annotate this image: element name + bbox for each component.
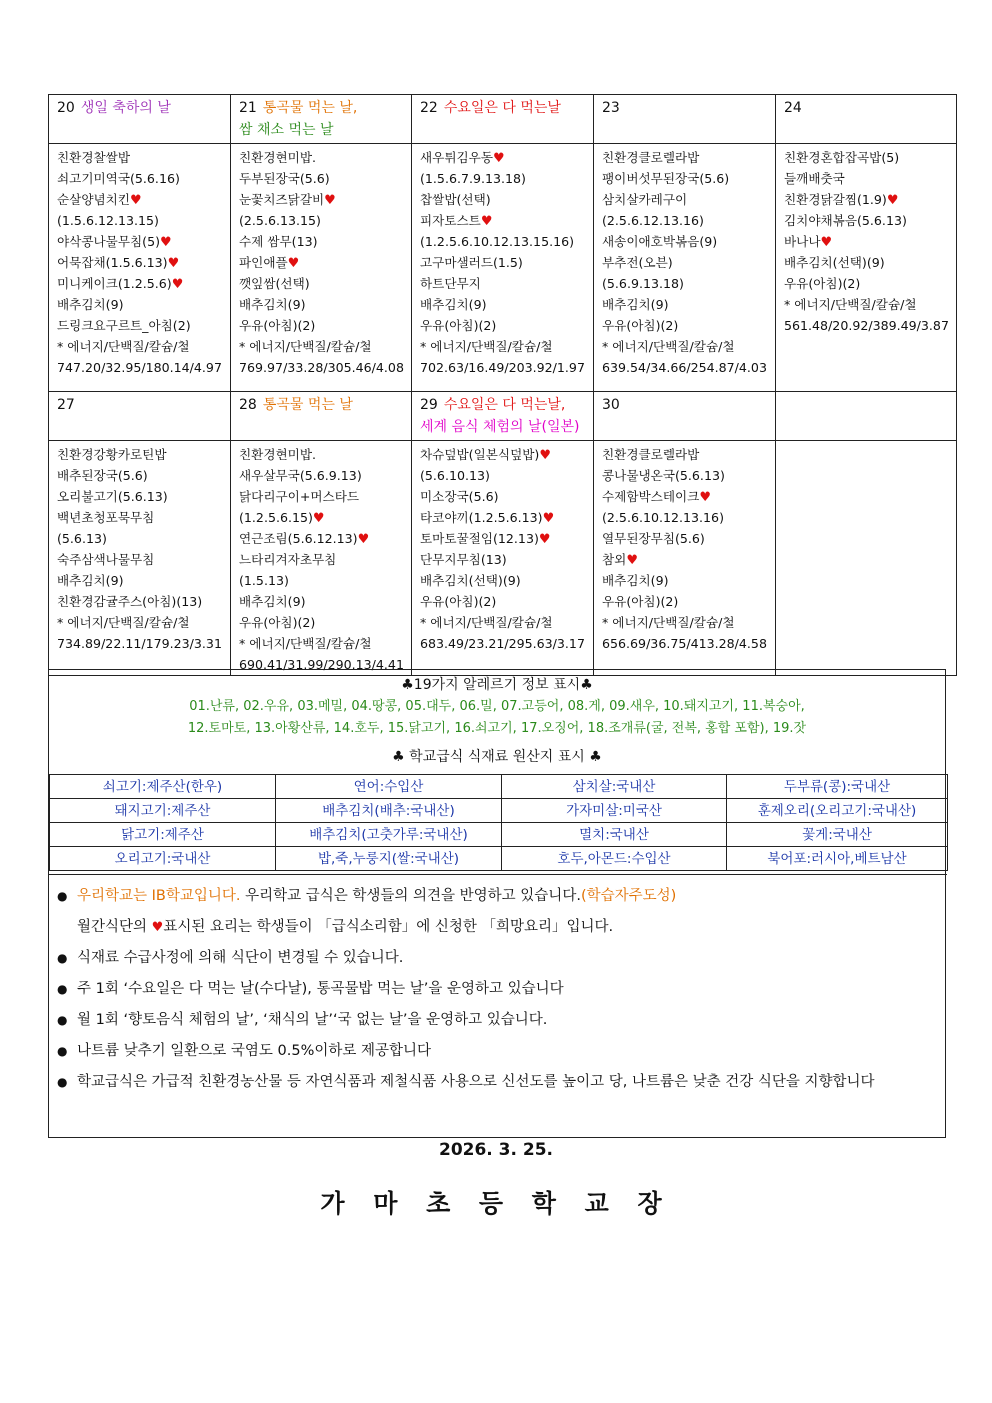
menu-item: 고구마샐러드(1.5) bbox=[420, 255, 523, 270]
origin-cell: 가자미살:미국산 bbox=[502, 799, 727, 823]
menu-item: 타코야끼(1.2.5.6.13)♥ bbox=[420, 510, 555, 526]
origin-cell: 밥,죽,누룽지(쌀:국내산) bbox=[276, 847, 502, 871]
menu-item: 미소장국(5.6) bbox=[420, 489, 499, 504]
menu-item: 닭다리구이+머스타드 bbox=[239, 489, 360, 504]
menu-item: 두부된장국(5.6) bbox=[239, 171, 330, 186]
menu-item: 배추김치(9) bbox=[239, 594, 306, 609]
notice-text: 우리학교 급식은 학생들의 의견을 반영하고 있습니다. bbox=[240, 888, 581, 904]
day-event: 수요일은 다 먹는날, bbox=[443, 397, 566, 413]
heart-icon: ♥ bbox=[151, 920, 164, 935]
menu-item: 바나나♥ bbox=[784, 234, 833, 250]
day-header bbox=[49, 392, 231, 441]
menu-item: 새우살무국(5.6.9.13) bbox=[239, 468, 362, 483]
menu-item: 친환경클로렐라밥 bbox=[602, 150, 700, 165]
menu-item: 열무된장무침(5.6) bbox=[602, 531, 705, 546]
menu-item: 하트단무지 bbox=[420, 276, 481, 291]
day-number: 24 bbox=[784, 100, 802, 116]
heart-icon: ♥ bbox=[542, 511, 555, 526]
day-menu bbox=[594, 144, 776, 392]
menu-item: 561.48/20.92/389.49/3.87 bbox=[784, 318, 949, 333]
origin-title: ♣ 학교급식 식재료 원산지 표시 ♣ bbox=[392, 749, 602, 765]
week1-header-row bbox=[49, 95, 957, 144]
notice-text: 식재료 수급사정에 의해 식단이 변경될 수 있습니다. bbox=[77, 950, 404, 966]
day-number: 20 bbox=[57, 100, 75, 116]
notice-item bbox=[49, 1005, 947, 1036]
heart-icon: ♥ bbox=[171, 277, 184, 292]
menu-item: 702.63/16.49/203.92/1.97 bbox=[420, 360, 585, 375]
menu-item: (2.5.6.10.12.13.16) bbox=[602, 510, 724, 525]
notice-item bbox=[49, 1067, 947, 1098]
menu-item: 단무지무침(13) bbox=[420, 552, 507, 567]
origin-cell: 북어포:러시아,베트남산 bbox=[727, 847, 948, 871]
notice-text: 나트륨 낮추기 일환으로 국염도 0.5%이하로 제공합니다 bbox=[77, 1043, 432, 1059]
menu-item: 파인애플♥ bbox=[239, 255, 300, 271]
menu-item: * 에너지/단백질/칼슘/철 bbox=[57, 615, 190, 630]
heart-icon: ♥ bbox=[820, 235, 833, 250]
menu-item: 들깨배춧국 bbox=[784, 171, 845, 186]
menu-item: 747.20/32.95/180.14/4.97 bbox=[57, 360, 222, 375]
day-event: 생일 축하의 날 bbox=[80, 100, 171, 116]
menu-item: 새우튀김우동♥ bbox=[420, 150, 505, 166]
menu-item: (5.6.10.13) bbox=[420, 468, 490, 483]
origin-cell: 배추김치(고춧가루:국내산) bbox=[276, 823, 502, 847]
menu-table bbox=[48, 94, 957, 676]
heart-icon: ♥ bbox=[324, 193, 336, 208]
menu-item: * 에너지/단백질/칼슘/철 bbox=[239, 339, 372, 354]
menu-item: 순살양념치킨♥ bbox=[57, 192, 142, 208]
notice-text: 월 1회 ‘향토음식 체험의 날’, ‘채식의 날’‘국 없는 날’을 운영하고 있습니다. bbox=[77, 1012, 548, 1028]
day-header bbox=[776, 95, 957, 144]
menu-item: (1.2.5.6.10.12.13.15.16) bbox=[420, 234, 575, 249]
week2-body-row bbox=[49, 441, 957, 676]
issue-date: 2026. 3. 25. bbox=[438, 1140, 553, 1160]
week2-header-row bbox=[49, 392, 957, 441]
origin-table bbox=[49, 774, 948, 871]
notice-item bbox=[49, 881, 947, 912]
day-menu bbox=[594, 441, 776, 676]
day-event: 통곡물 먹는 날 bbox=[262, 397, 353, 413]
day-event-line-2: 세계 음식 체험의 날(일본) bbox=[420, 419, 580, 435]
day-event: 수요일은 다 먹는날 bbox=[443, 100, 561, 116]
notice-text: 주 1회 ‘수요일은 다 먹는 날(수다날), 통곡물밥 먹는 날’을 운영하고 있습니다 bbox=[77, 981, 564, 997]
menu-item: 백년초청포묵무침 bbox=[57, 510, 155, 525]
menu-item: 야삭콩나물무침(5)♥ bbox=[57, 234, 172, 250]
bullet-icon: ● bbox=[57, 1075, 68, 1089]
origin-cell: 쇠고기:제주산(한우) bbox=[50, 775, 276, 799]
day-number: 30 bbox=[602, 397, 620, 413]
menu-item: 토마토꿀절임(12.13)♥ bbox=[420, 531, 551, 547]
menu-item: 734.89/22.11/179.23/3.31 bbox=[57, 636, 222, 651]
menu-item: 드링크요구르트_아침(2) bbox=[57, 318, 191, 333]
notice-text: 학교급식은 가급적 친환경농산물 등 자연식품과 제철식품 사용으로 신선도를 높이고 당, 나트륨은 낮춘 건강 식단을 지향합니다 bbox=[77, 1074, 875, 1090]
menu-item: 배추김치(9) bbox=[420, 297, 487, 312]
menu-item: 느타리겨자초무침 bbox=[239, 552, 337, 567]
origin-row bbox=[50, 847, 948, 871]
menu-item: 피자토스트♥ bbox=[420, 213, 493, 229]
menu-item: 배추김치(9) bbox=[239, 297, 306, 312]
day-number: 23 bbox=[602, 100, 620, 116]
bullet-icon: ● bbox=[57, 1013, 68, 1027]
ib-school-text: 우리학교는 IB학교입니다. bbox=[77, 888, 241, 904]
menu-item: 우유(아침)(2) bbox=[239, 615, 316, 630]
menu-item: 배추김치(9) bbox=[57, 573, 124, 588]
menu-item: 친환경혼합잡곡밥(5) bbox=[784, 150, 900, 165]
menu-item: 찹쌀밥(선택) bbox=[420, 192, 491, 207]
heart-icon: ♥ bbox=[312, 511, 325, 526]
heart-icon: ♥ bbox=[538, 532, 551, 547]
menu-item: 친환경감귤주스(아침)(13) bbox=[57, 594, 203, 609]
menu-item: 656.69/36.75/413.28/4.58 bbox=[602, 636, 767, 651]
menu-item: 쇠고기미역국(5.6.16) bbox=[57, 171, 180, 186]
menu-item: 769.97/33.28/305.46/4.08 bbox=[239, 360, 404, 375]
allergy-line-2: 12.토마토, 13.아황산류, 14.호두, 15.닭고기, 16.쇠고기, 17.오징어, 18.조개류(굴, 전복, 홍합 포함), 19.잣 bbox=[187, 721, 807, 736]
origin-cell: 멸치:국내산 bbox=[502, 823, 727, 847]
bullet-icon: ● bbox=[57, 889, 68, 903]
menu-item: 미니케이크(1.2.5.6)♥ bbox=[57, 276, 184, 292]
menu-item: 김치야채볶음(5.6.13) bbox=[784, 213, 907, 228]
origin-row bbox=[50, 823, 948, 847]
heart-icon: ♥ bbox=[167, 256, 180, 271]
menu-item: (1.5.13) bbox=[239, 573, 289, 588]
day-header bbox=[412, 95, 594, 144]
origin-cell: 꽃게:국내산 bbox=[727, 823, 948, 847]
menu-item: 우유(아침)(2) bbox=[602, 318, 679, 333]
day-number: 27 bbox=[57, 397, 75, 413]
heart-icon: ♥ bbox=[480, 214, 493, 229]
heart-icon: ♥ bbox=[886, 193, 899, 208]
menu-item: 어묵잡채(1.5.6.13)♥ bbox=[57, 255, 180, 271]
menu-item: 오리불고기(5.6.13) bbox=[57, 489, 168, 504]
day-number: 29 bbox=[420, 397, 438, 413]
menu-item: 배추된장국(5.6) bbox=[57, 468, 148, 483]
origin-cell: 오리고기:국내산 bbox=[50, 847, 276, 871]
menu-item: 우유(아침)(2) bbox=[784, 276, 861, 291]
day-menu bbox=[776, 441, 957, 676]
notice-text: 월간식단의 bbox=[77, 919, 152, 935]
menu-item: * 에너지/단백질/칼슘/철 bbox=[602, 615, 735, 630]
heart-icon: ♥ bbox=[287, 256, 300, 271]
menu-item: 친환경현미밥. bbox=[239, 150, 316, 165]
menu-item: 배추김치(선택)(9) bbox=[420, 573, 521, 588]
heart-icon: ♥ bbox=[539, 448, 551, 463]
allergy-title: ♣19가지 알레르기 정보 표시♣ bbox=[401, 677, 593, 693]
day-header bbox=[49, 95, 231, 144]
day-header bbox=[594, 392, 776, 441]
day-number: 28 bbox=[239, 397, 257, 413]
heart-icon: ♥ bbox=[493, 151, 505, 166]
origin-cell: 연어:수입산 bbox=[276, 775, 502, 799]
day-menu bbox=[231, 441, 412, 676]
day-header bbox=[231, 392, 412, 441]
menu-item: * 에너지/단백질/칼슘/철 bbox=[420, 339, 553, 354]
menu-item: 친환경강황카로틴밥 bbox=[57, 447, 167, 462]
menu-item: * 에너지/단백질/칼슘/철 bbox=[784, 297, 917, 312]
origin-cell: 훈제오리(오리고기:국내산) bbox=[727, 799, 948, 823]
day-header bbox=[231, 95, 412, 144]
menu-item: 수제 쌈무(13) bbox=[239, 234, 318, 249]
menu-item: 수제함박스테이크♥ bbox=[602, 489, 711, 505]
menu-item: 콩나물냉온국(5.6.13) bbox=[602, 468, 725, 483]
menu-item: * 에너지/단백질/칼슘/철 bbox=[420, 615, 553, 630]
day-header bbox=[776, 392, 957, 441]
menu-item: 친환경현미밥. bbox=[239, 447, 316, 462]
origin-cell: 두부류(콩):국내산 bbox=[727, 775, 948, 799]
heart-icon: ♥ bbox=[130, 193, 142, 208]
week1-body-row bbox=[49, 144, 957, 392]
menu-item: 우유(아침)(2) bbox=[239, 318, 316, 333]
menu-item: 새송이애호박볶음(9) bbox=[602, 234, 718, 249]
menu-item: (5.6.9.13.18) bbox=[602, 276, 684, 291]
day-menu bbox=[49, 144, 231, 392]
heart-icon: ♥ bbox=[160, 235, 172, 250]
menu-item: 부추전(오븐) bbox=[602, 255, 673, 270]
origin-cell: 호두,아몬드:수입산 bbox=[502, 847, 727, 871]
menu-item: 차슈덮밥(일본식덮밥)♥ bbox=[420, 447, 551, 463]
menu-item: 배추김치(9) bbox=[57, 297, 124, 312]
menu-item: 친환경클로렐라밥 bbox=[602, 447, 700, 462]
menu-item: (1.2.5.6.15)♥ bbox=[239, 510, 325, 526]
allergy-line-1: 01.난류, 02.우유, 03.메밀, 04.땅콩, 05.대두, 06.밀, 07.고등어, 08.게, 09.새우, 10.돼지고기, 11.복숭아, bbox=[189, 699, 805, 714]
notice-list bbox=[49, 874, 947, 1098]
menu-item: (1.5.6.7.9.13.18) bbox=[420, 171, 526, 186]
menu-item: 우유(아침)(2) bbox=[420, 594, 497, 609]
menu-item: 우유(아침)(2) bbox=[420, 318, 497, 333]
day-number: 22 bbox=[420, 100, 438, 116]
menu-item: 친환경찰쌀밥 bbox=[57, 150, 130, 165]
notice-text: 표시된 요리는 학생들이 「급식소리함」에 신청한 「희망요리」입니다. bbox=[163, 919, 614, 935]
day-menu bbox=[412, 441, 594, 676]
info-box bbox=[48, 669, 946, 1138]
day-menu bbox=[231, 144, 412, 392]
notice-item bbox=[49, 912, 947, 943]
day-header bbox=[412, 392, 594, 441]
bullet-icon: ● bbox=[57, 1044, 68, 1058]
origin-cell: 돼지고기:제주산 bbox=[50, 799, 276, 823]
menu-item: 배추김치(9) bbox=[602, 297, 669, 312]
principal-signature: 가 마 초 등 학 교 장 bbox=[320, 1189, 672, 1218]
menu-item: (1.5.6.12.13.15) bbox=[57, 213, 159, 228]
menu-item: 참외♥ bbox=[602, 552, 638, 568]
menu-item: 삼치살카레구이 bbox=[602, 192, 688, 207]
menu-item: 639.54/34.66/254.87/4.03 bbox=[602, 360, 767, 375]
menu-item: 683.49/23.21/295.63/3.17 bbox=[420, 636, 585, 651]
day-menu bbox=[49, 441, 231, 676]
menu-item: 690.41/31.99/290.13/4.41 bbox=[239, 657, 404, 672]
origin-row bbox=[50, 799, 948, 823]
menu-item: * 에너지/단백질/칼슘/철 bbox=[602, 339, 735, 354]
menu-item: * 에너지/단백질/칼슘/철 bbox=[239, 636, 372, 651]
menu-item: * 에너지/단백질/칼슘/철 bbox=[57, 339, 190, 354]
heart-icon: ♥ bbox=[699, 490, 711, 505]
day-event: 통곡물 먹는 날, bbox=[262, 100, 358, 116]
menu-item: 친환경닭갈찜(1.9)♥ bbox=[784, 192, 899, 208]
menu-item: 우유(아침)(2) bbox=[602, 594, 679, 609]
menu-item: (5.6.13) bbox=[57, 531, 107, 546]
menu-item: 숙주삼색나물무침 bbox=[57, 552, 155, 567]
menu-item: 눈꽃치즈닭갈비♥ bbox=[239, 192, 336, 208]
origin-cell: 배추김치(배추:국내산) bbox=[276, 799, 502, 823]
bullet-icon: ● bbox=[57, 982, 68, 996]
menu-item: 깻잎쌈(선택) bbox=[239, 276, 310, 291]
menu-item: 팽이버섯무된장국(5.6) bbox=[602, 171, 730, 186]
menu-item: 연근조림(5.6.12.13)♥ bbox=[239, 531, 370, 547]
menu-item: (2.5.6.12.13.16) bbox=[602, 213, 704, 228]
origin-cell: 닭고기:제주산 bbox=[50, 823, 276, 847]
menu-item: 배추김치(9) bbox=[602, 573, 669, 588]
menu-item: 배추김치(선택)(9) bbox=[784, 255, 885, 270]
day-event-line-2: 쌈 채소 먹는 날 bbox=[239, 122, 334, 138]
notice-item bbox=[49, 943, 947, 974]
heart-icon: ♥ bbox=[357, 532, 370, 547]
day-menu bbox=[776, 144, 957, 392]
notice-item bbox=[49, 974, 947, 1005]
day-number: 21 bbox=[239, 100, 257, 116]
origin-cell: 삼치살:국내산 bbox=[502, 775, 727, 799]
origin-row bbox=[50, 775, 948, 799]
learner-agency-text: (학습자주도성) bbox=[580, 888, 677, 904]
day-header bbox=[594, 95, 776, 144]
menu-item: (2.5.6.13.15) bbox=[239, 213, 321, 228]
bullet-icon: ● bbox=[57, 951, 68, 965]
notice-item bbox=[49, 1036, 947, 1067]
day-menu bbox=[412, 144, 594, 392]
heart-icon: ♥ bbox=[626, 553, 638, 568]
